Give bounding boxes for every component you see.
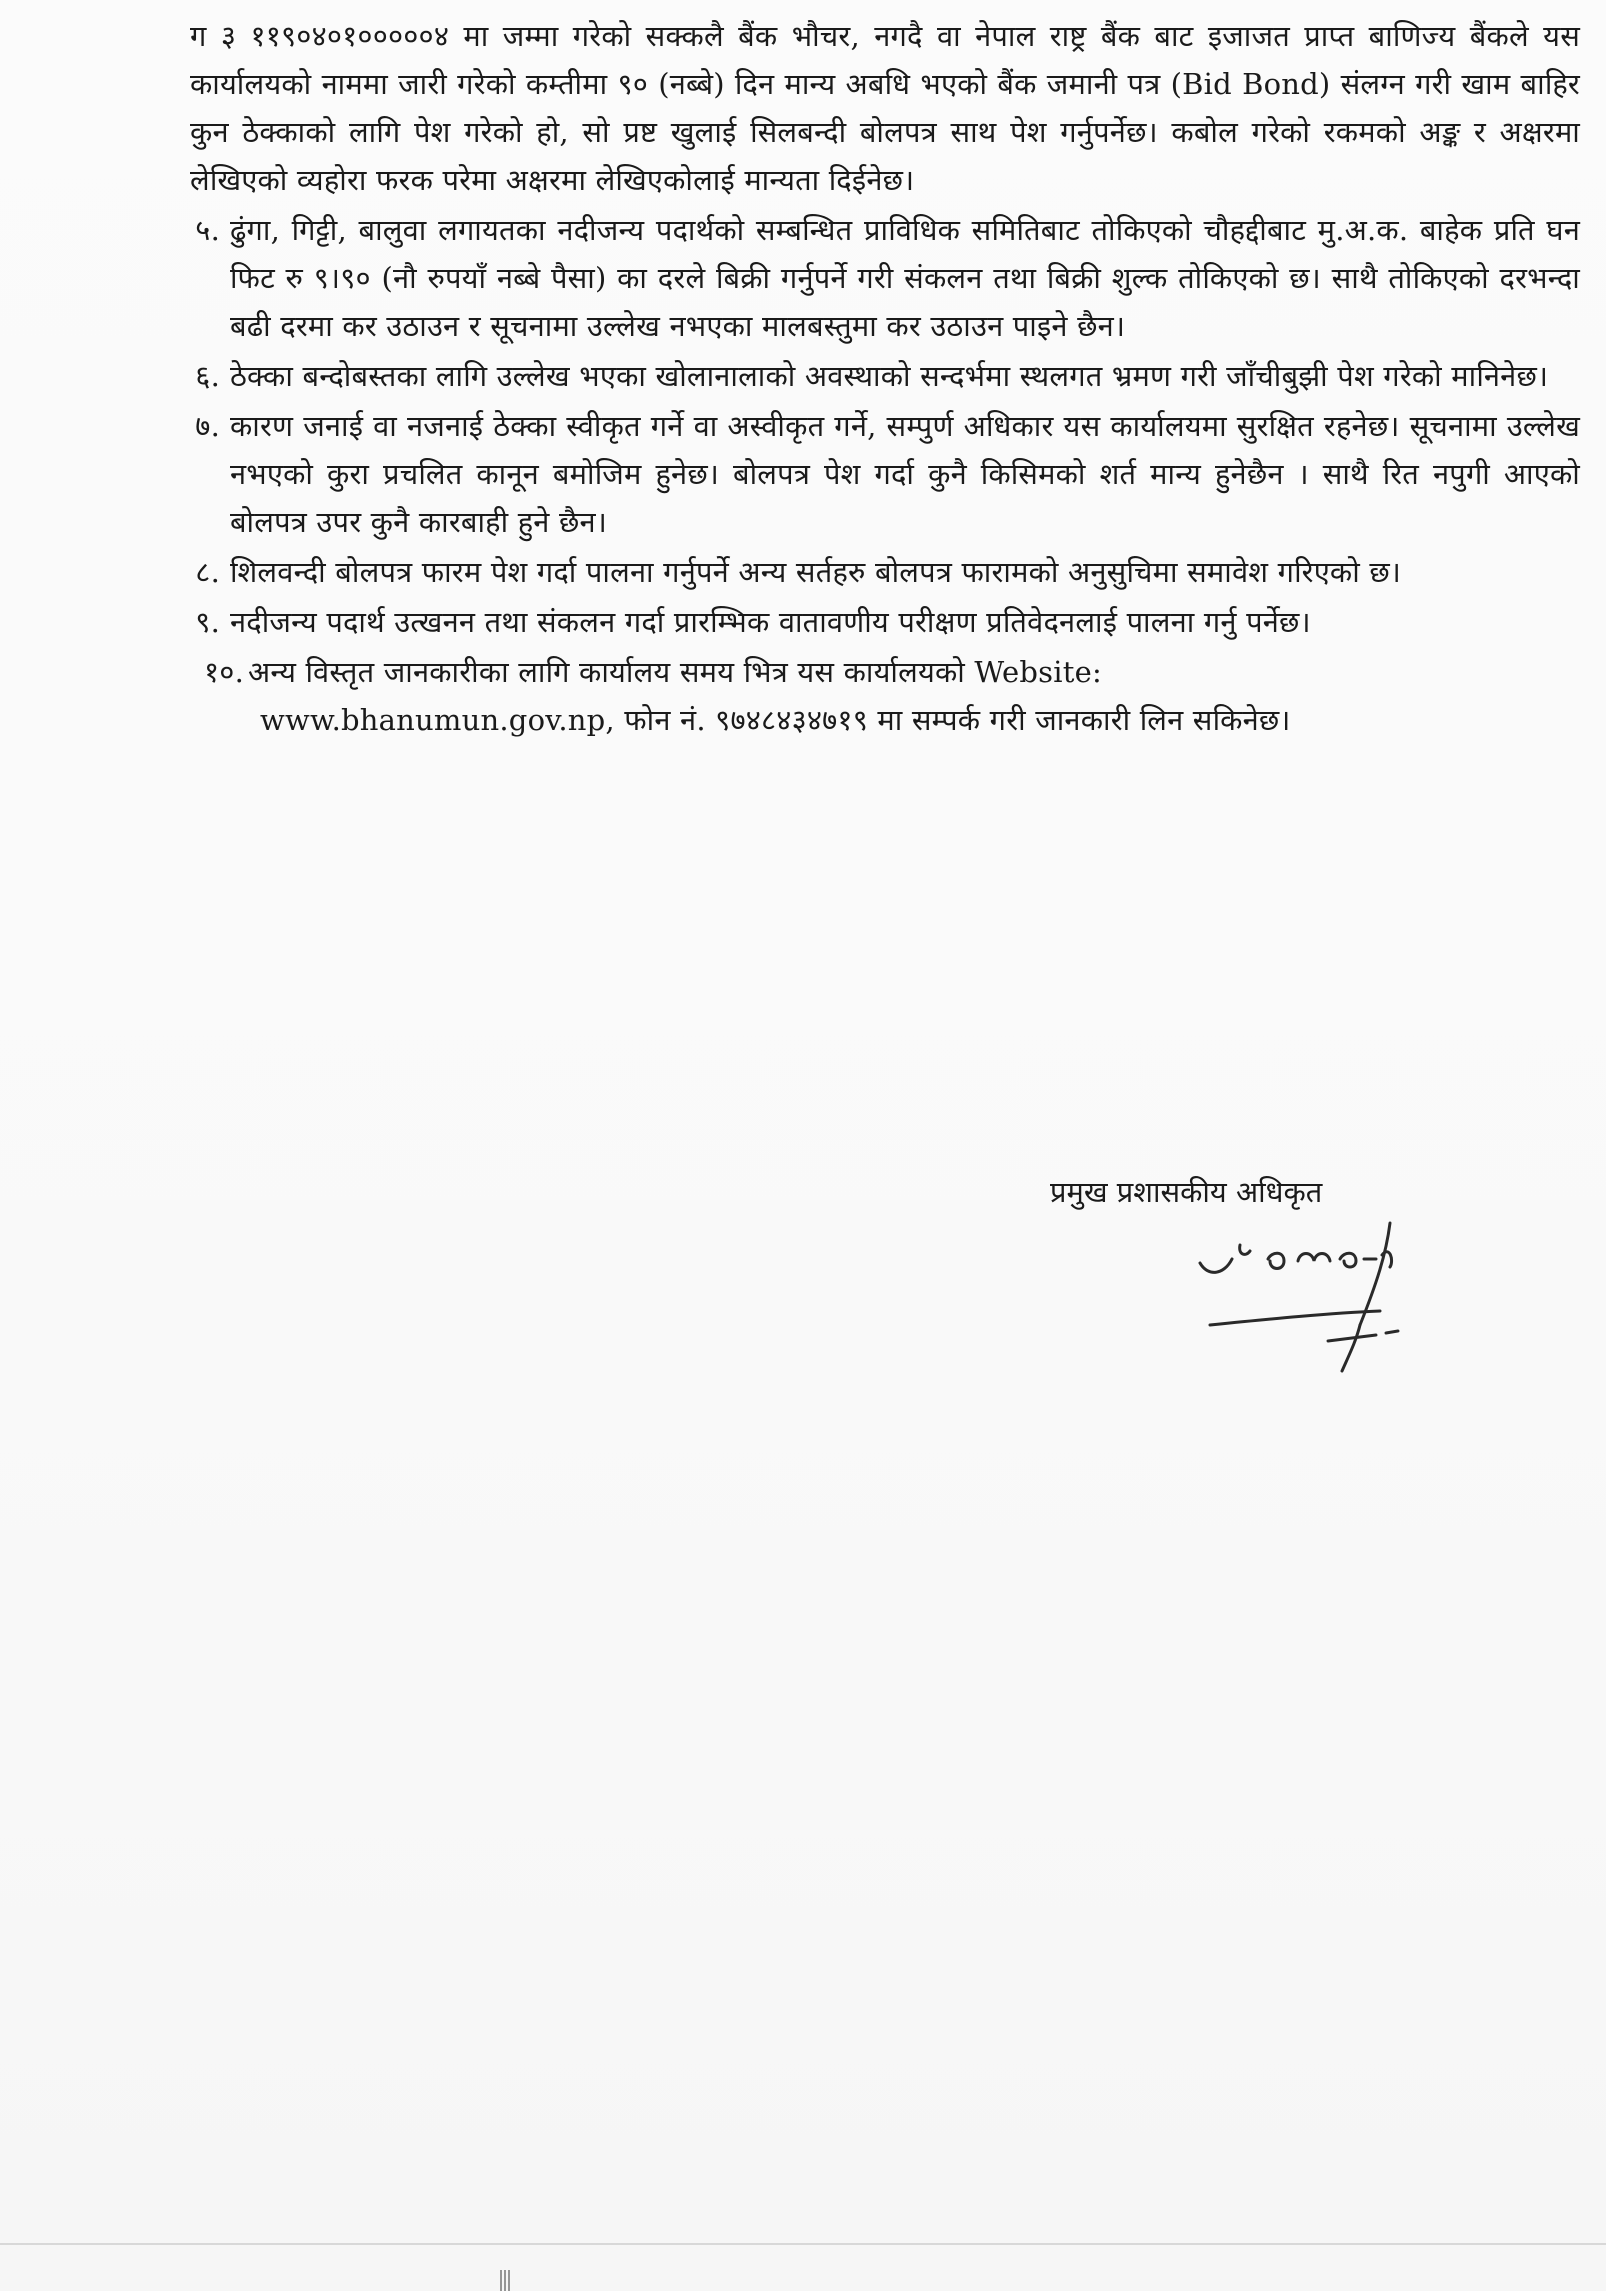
signature-icon (1180, 1215, 1500, 1385)
list-item-text: अन्य विस्तृत जानकारीका लागि कार्यालय समय भित्र यस कार्यालयको Website: (248, 655, 1102, 689)
list-item-8 (160, 548, 1580, 596)
list-item-text: ढुंगा, गिट्टी, बालुवा लगायतका नदीजन्य पदार्थको सम्बन्धित प्राविधिक समितिबाट तोकिएको चौहद्दीबाट मु.अ.क. बाहेक प्रति घन फिट रु ९।९० (नौ रुपयाँ नब्बे पैसा) का दरले बिक्री गर्नुपर्ने गरी संकलन तथा बिक्री शुल्क तोकिएको छ। साथै तोकिएको दरभन्दा बढी दरमा कर उठाउन र सूचनामा उल्लेख नभएका मालबस्तुमा कर उठाउन पाइने छैन। (230, 213, 1580, 343)
list-item-text: नदीजन्य पदार्थ उत्खनन तथा संकलन गर्दा प्रारम्भिक वातावणीय परीक्षण प्रतिवेदनलाई पालना गर्नु पर्नेछ। (230, 605, 1311, 639)
list-item-number: ६. (195, 359, 220, 393)
list-item-number: ७. (195, 409, 220, 443)
list-item-5 (160, 206, 1580, 350)
list-item-7 (160, 402, 1580, 546)
list-item-text: कारण जनाई वा नजनाई ठेक्का स्वीकृत गर्ने वा अस्वीकृत गर्ने, सम्पुर्ण अधिकार यस कार्यालयमा सुरक्षित रहनेछ। सूचनामा उल्लेख नभएको कुरा प्रचलित कानून बमोजिम हुनेछ। बोलपत्र पेश गर्दा कुनै किसिमको शर्त मान्य हुनेछैन । साथै रित नपुगी आएको बोलपत्र उपर कुनै कारबाही हुने छैन। (230, 409, 1580, 539)
list-item-10 (160, 648, 1580, 696)
document-body (160, 0, 1580, 744)
list-item-number: १०. (204, 655, 244, 689)
list-item-text: शिलवन्दी बोलपत्र फारम पेश गर्दा पालना गर्नुपर्ने अन्य सर्तहरु बोलपत्र फारामको अनुसुचिमा समावेश गरिएको छ। (230, 555, 1402, 589)
list-item-text: ठेक्का बन्दोबस्तका लागि उल्लेख भएका खोलानालाको अवस्थाको सन्दर्भमा स्थलगत भ्रमण गरी जाँचीबुझी पेश गरेको मानिनेछ। (230, 359, 1549, 393)
list-item-number: ८. (195, 555, 220, 589)
signatory-designation: प्रमुख प्रशासकीय अधिकृत (1050, 1175, 1323, 1209)
intro-paragraph: ग ३ ११९०४०१०००००४ मा जम्मा गरेको सक्कलै बैंक भौचर, नगदै वा नेपाल राष्ट्र बैंक बाट इजाजत प्राप्त बाणिज्य बैंकले यस कार्यालयको नाममा जारी गरेको कम्तीमा ९० (नब्बे) दिन मान्य अबधि भएको बैंक जमानी पत्र (Bid Bond) संलग्न गरी खाम बाहिर कुन ठेक्काको लागि पेश गरेको हो, सो प्रष्ट खुलाई सिलबन्दी बोलपत्र साथ पेश गर्नुपर्नेछ। कबोल गरेको रकमको अङ्क र अक्षरमा लेखिएको व्यहोरा फरक परेमा अक्षरमा लेखिएकोलाई मान्यता दिईनेछ। (190, 19, 1580, 197)
page-bottom-rule (0, 2243, 1606, 2245)
contact-line: www.bhanumun.gov.np, फोन नं. ९७४८४३४७१९ मा सम्पर्क गरी जानकारी लिन सकिनेछ। (260, 703, 1291, 737)
list-item-9 (160, 598, 1580, 646)
list-item-number: ५. (195, 213, 220, 247)
list-item-number: ९. (195, 605, 220, 639)
list-item-6 (160, 352, 1580, 400)
scan-mark (500, 2270, 510, 2291)
